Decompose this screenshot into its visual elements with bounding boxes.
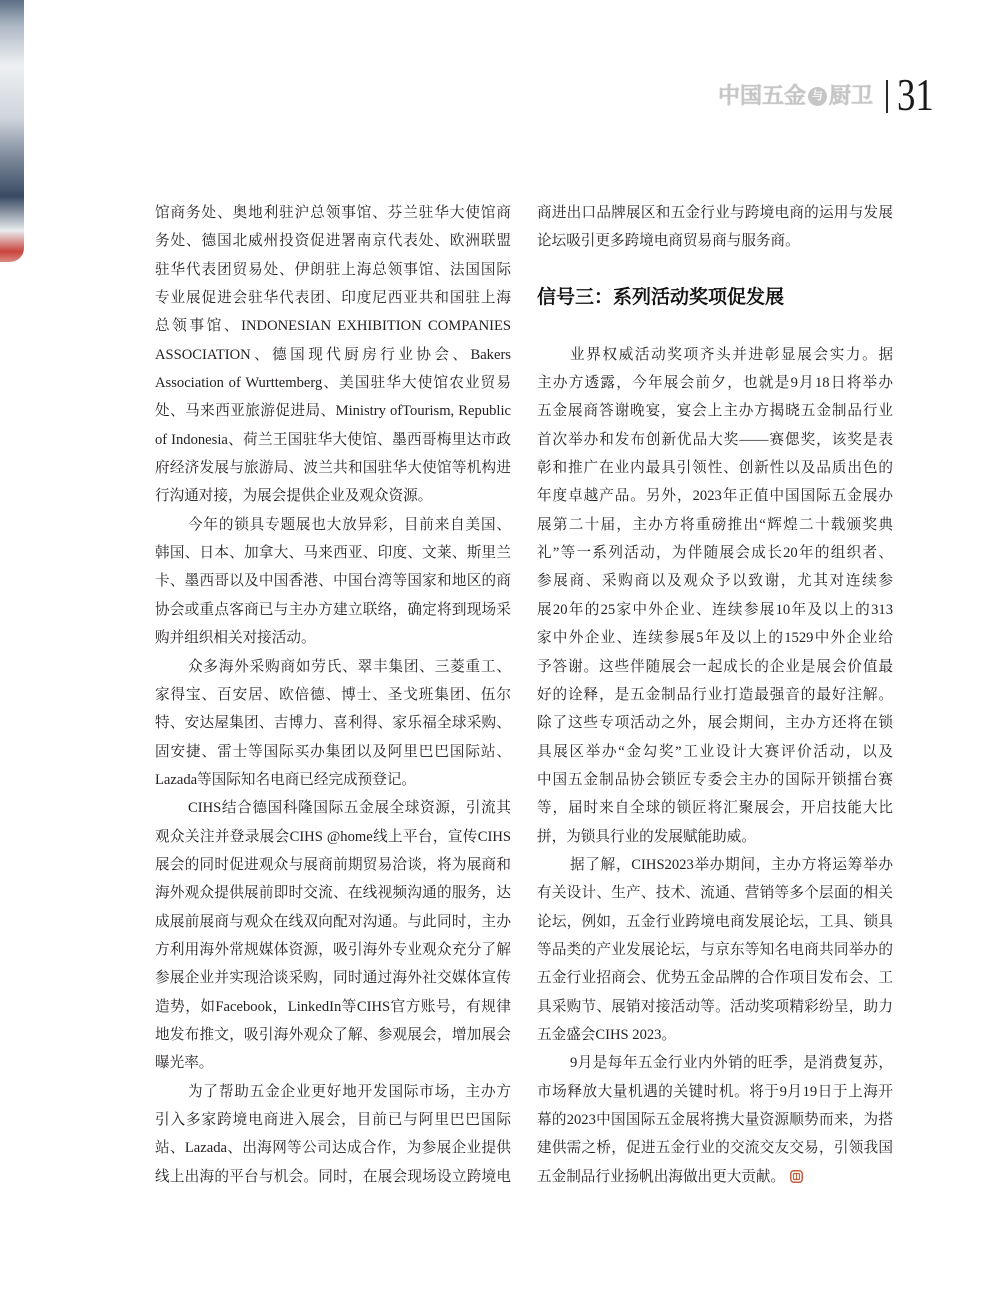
text-line bbox=[537, 908, 893, 936]
text-line bbox=[155, 993, 511, 1021]
text-line bbox=[155, 482, 511, 510]
text-line bbox=[155, 936, 511, 964]
text-line bbox=[155, 681, 511, 709]
text-line bbox=[537, 1134, 893, 1162]
text-line bbox=[537, 738, 893, 766]
text-line bbox=[537, 1163, 893, 1191]
logo-text-primary: 中国五金 bbox=[718, 83, 807, 108]
text-line bbox=[155, 567, 511, 595]
text-line bbox=[155, 256, 511, 284]
line-text: 除了这些专项活动之外，展会期间，主办方还将在锁 bbox=[537, 715, 893, 732]
text-line bbox=[155, 851, 511, 879]
text-line bbox=[537, 879, 893, 907]
text-line bbox=[537, 1078, 893, 1106]
text-line bbox=[537, 369, 893, 397]
text-line bbox=[537, 851, 893, 879]
line-text: 众多海外采购商如劳氏、翠丰集团、三菱重工、 bbox=[188, 658, 511, 675]
paragraph bbox=[537, 1049, 893, 1191]
line-text: 有关设计、生产、技术、流通、营销等多个层面的相关 bbox=[537, 885, 893, 902]
line-text: 线上出海的平台与机会。同时，在展会现场设立跨境电 bbox=[155, 1168, 511, 1185]
paragraph bbox=[155, 199, 511, 511]
text-line bbox=[537, 1106, 893, 1134]
text-line bbox=[537, 936, 893, 964]
line-text: 购并组织相关对接活动。 bbox=[155, 630, 316, 647]
line-text: 专业展促进会驻华代表团、印度尼西亚共和国驻上海 bbox=[155, 290, 511, 307]
line-text: 总领事馆、INDONESIAN EXHIBITION COMPANIES bbox=[155, 318, 511, 335]
paragraph bbox=[537, 341, 893, 851]
text-line bbox=[155, 738, 511, 766]
text-line bbox=[155, 426, 511, 454]
line-text: 等，届时来自全球的锁匠将汇聚展会，开启技能大比 bbox=[537, 800, 893, 817]
line-text: 五金盛会CIHS 2023。 bbox=[537, 1026, 677, 1043]
left-text-column bbox=[155, 199, 511, 1191]
text-line bbox=[155, 1106, 511, 1134]
line-text: 特、安达屋集团、吉博力、喜利得、家乐福全球采购、 bbox=[155, 715, 511, 732]
line-text: 五金制品行业扬帆出海做出更大贡献。 bbox=[537, 1168, 786, 1185]
text-line bbox=[155, 624, 511, 652]
line-text: 卡、墨西哥以及中国香港、中国台湾等国家和地区的商 bbox=[155, 573, 511, 590]
line-text: 参展企业并实现洽谈采购，同时通过海外社交媒体宣传 bbox=[155, 970, 511, 987]
line-text: 馆商务处、奥地利驻沪总领事馆、芬兰驻华大使馆商 bbox=[155, 205, 511, 221]
line-text: 曝光率。 bbox=[155, 1055, 214, 1072]
line-text: 协会或重点客商已与主办方建立联络，确定将到现场采 bbox=[155, 601, 511, 618]
text-line bbox=[537, 1021, 893, 1049]
line-text: 成展前展商与观众在线双向配对沟通。与此同时，主办 bbox=[155, 913, 511, 930]
text-line bbox=[155, 766, 511, 794]
header-divider bbox=[886, 80, 888, 113]
text-line bbox=[155, 908, 511, 936]
line-text: 方利用海外常规媒体资源，吸引海外专业观众充分了解 bbox=[155, 941, 511, 958]
section-heading: 信号三：系列活动奖项促发展 bbox=[537, 287, 785, 309]
line-text: 建供需之桥，促进五金行业的交流交友交易，引领我国 bbox=[537, 1140, 893, 1157]
line-text: 彰和推广在业内最具引领性、创新性以及品质出色的 bbox=[537, 460, 893, 477]
text-line bbox=[155, 284, 511, 312]
end-mark-icon bbox=[790, 1165, 803, 1178]
text-line bbox=[537, 964, 893, 992]
line-text: 好的诠释，是五金制品行业打造最强音的最好注解。 bbox=[537, 686, 893, 703]
line-text: 引入多家跨境电商进入展会，目前已与阿里巴巴国际 bbox=[155, 1112, 511, 1128]
text-line bbox=[537, 341, 893, 369]
line-text: ASSOCIATION、德国现代厨房行业协会、Bakers bbox=[155, 346, 511, 363]
text-line bbox=[155, 794, 511, 822]
line-text: 韩国、日本、加拿大、马来西亚、印度、文莱、斯里兰 bbox=[155, 545, 511, 562]
line-text: 展第二十届，主办方将重磅推出“辉煌二十载颁奖典 bbox=[537, 516, 893, 533]
line-text: Lazada等国际知名电商已经完成预登记。 bbox=[155, 771, 417, 788]
text-line bbox=[537, 596, 893, 624]
line-text: 今年的锁具专题展也大放异彩，目前来自美国、 bbox=[188, 516, 511, 533]
text-line bbox=[537, 1049, 893, 1077]
line-text: 站、Lazada、出海网等公司达成合作，为参展企业提供 bbox=[155, 1140, 511, 1157]
line-text: 务处、德国北威州投资促进署南京代表处、欧洲联盟 bbox=[155, 233, 511, 250]
line-text: 礼”等一系列活动，为伴随展会成长20年的组织者、 bbox=[537, 545, 893, 562]
text-line bbox=[155, 823, 511, 851]
page-number: 31 bbox=[897, 69, 934, 120]
paragraph bbox=[537, 851, 893, 1049]
paragraph bbox=[537, 199, 893, 256]
text-line bbox=[537, 482, 893, 510]
line-text: 予答谢。这些伴随展会一起成长的企业是展会价值最 bbox=[537, 658, 893, 675]
text-line bbox=[537, 794, 893, 822]
text-line bbox=[537, 511, 893, 539]
text-line bbox=[537, 823, 893, 851]
logo-connector-badge: 与 bbox=[808, 87, 827, 106]
text-line bbox=[155, 1078, 511, 1106]
text-line bbox=[537, 397, 893, 425]
text-line bbox=[537, 454, 893, 482]
text-line bbox=[537, 567, 893, 595]
line-text: CIHS结合德国科隆国际五金展全球资源，引流其 bbox=[188, 800, 511, 817]
corner-photo-fragment bbox=[0, 0, 24, 262]
line-text: 市场释放大量机遇的关键时机。将于9月19日于上海开 bbox=[537, 1083, 893, 1100]
line-text: 地发布推文，吸引海外观众了解、参观展会，增加展会 bbox=[155, 1026, 511, 1043]
text-line bbox=[155, 1134, 511, 1162]
paragraph bbox=[155, 511, 511, 653]
line-text: 具采购节、展销对接活动等。活动奖项精彩纷呈，助力 bbox=[537, 998, 893, 1015]
line-text: 等品类的产业发展论坛，与京东等知名电商共同举办的 bbox=[537, 941, 893, 958]
text-line bbox=[155, 709, 511, 737]
line-text: Association of Wurttemberg、美国驻华大使馆农业贸易 bbox=[155, 375, 511, 392]
text-line bbox=[537, 227, 893, 255]
line-text: 主办方透露，今年展会前夕，也就是9月18日将举办 bbox=[537, 375, 893, 392]
text-line bbox=[155, 454, 511, 482]
text-line bbox=[155, 199, 511, 227]
line-text: 首次举办和发布创新优品大奖——赛偲奖，该奖是表 bbox=[537, 431, 893, 448]
line-text: 业界权威活动奖项齐头并进彰显展会实力。据 bbox=[570, 346, 893, 363]
text-line bbox=[155, 1021, 511, 1049]
line-text: 为了帮助五金企业更好地开发国际市场，主办方 bbox=[188, 1083, 511, 1100]
text-line bbox=[155, 539, 511, 567]
text-line bbox=[155, 227, 511, 255]
text-line bbox=[537, 624, 893, 652]
line-text: 年度卓越产品。另外，2023年正值中国国际五金展办 bbox=[537, 488, 893, 505]
line-text: 展20年的25家中外企业、连续参展10年及以上的313 bbox=[537, 601, 893, 618]
line-text: 观众关注并登录展会CIHS @home线上平台，宣传CIHS bbox=[155, 828, 511, 845]
right-text-column bbox=[537, 199, 893, 1191]
line-text: 中国五金制品协会锁匠专委会主办的国际开锁擂台赛 bbox=[537, 771, 893, 788]
paragraph bbox=[155, 1078, 511, 1191]
text-line bbox=[537, 766, 893, 794]
text-line bbox=[155, 369, 511, 397]
line-text: 拼，为锁具行业的发展赋能助威。 bbox=[537, 828, 756, 845]
line-text: 五金展商答谢晚宴，宴会上主办方揭晓五金制品行业 bbox=[537, 403, 893, 420]
line-text: 9月是每年五金行业内外销的旺季，是消费复苏， bbox=[570, 1055, 893, 1072]
text-line bbox=[155, 879, 511, 907]
line-text: 固安捷、雷士等国际买办集团以及阿里巴巴国际站、 bbox=[155, 743, 511, 760]
text-line bbox=[537, 426, 893, 454]
text-line bbox=[537, 681, 893, 709]
line-text: 论坛，例如，五金行业跨境电商发展论坛，工具、锁具 bbox=[537, 913, 893, 930]
line-text: 家中外企业、连续参展5年及以上的1529中外企业给 bbox=[537, 630, 893, 647]
line-text: 家得宝、百安居、欧倍德、博士、圣戈班集团、伍尔 bbox=[155, 686, 511, 703]
line-text: 造势，如Facebook，LinkedIn等CIHS官方账号，有规律 bbox=[155, 998, 511, 1015]
text-line bbox=[155, 312, 511, 340]
paragraph bbox=[155, 794, 511, 1077]
text-line bbox=[537, 653, 893, 681]
text-line bbox=[537, 539, 893, 567]
text-line bbox=[155, 653, 511, 681]
line-text: 商进出口品牌展区和五金行业与跨境电商的运用与发展 bbox=[537, 205, 893, 221]
text-line bbox=[155, 397, 511, 425]
text-line bbox=[537, 993, 893, 1021]
line-text: 行沟通对接，为展会提供企业及观众资源。 bbox=[155, 488, 433, 505]
text-line bbox=[155, 511, 511, 539]
line-text: 据了解，CIHS2023举办期间，主办方将运筹举办 bbox=[570, 856, 893, 873]
line-text: 论坛吸引更多跨境电商贸易商与服务商。 bbox=[537, 233, 800, 250]
line-text: 府经济发展与旅游局、波兰共和国驻华大使馆等机构进 bbox=[155, 460, 511, 477]
line-text: of Indonesia、荷兰王国驻华大使馆、墨西哥梅里达市政 bbox=[155, 431, 511, 448]
text-line bbox=[155, 1163, 511, 1191]
line-text: 具展区举办“金勾奖”工业设计大赛评价活动，以及 bbox=[537, 743, 893, 760]
line-text: 参展商、采购商以及观众予以致谢，尤其对连续参 bbox=[537, 573, 893, 590]
text-line bbox=[537, 709, 893, 737]
logo-text-secondary: 厨卫 bbox=[829, 83, 874, 108]
line-text: 处、马来西亚旅游促进局、Ministry ofTourism, Republic bbox=[155, 403, 511, 420]
paragraph bbox=[155, 653, 511, 795]
magazine-logo bbox=[718, 82, 873, 110]
text-line bbox=[155, 964, 511, 992]
line-text: 幕的2023中国国际五金展将携大量资源顺势而来，为搭 bbox=[537, 1112, 893, 1128]
line-text: 驻华代表团贸易处、伊朗驻上海总领事馆、法国国际 bbox=[155, 261, 511, 278]
line-text: 五金行业招商会、优势五金品牌的合作项目发布会、工 bbox=[537, 970, 893, 987]
text-line bbox=[155, 341, 511, 369]
text-line bbox=[155, 1049, 511, 1077]
line-text: 展会的同时促进观众与展商前期贸易洽谈，将为展商和 bbox=[155, 856, 511, 873]
text-line bbox=[537, 199, 893, 227]
line-text: 海外观众提供展前即时交流、在线视频沟通的服务，达 bbox=[155, 885, 511, 902]
text-line bbox=[155, 596, 511, 624]
